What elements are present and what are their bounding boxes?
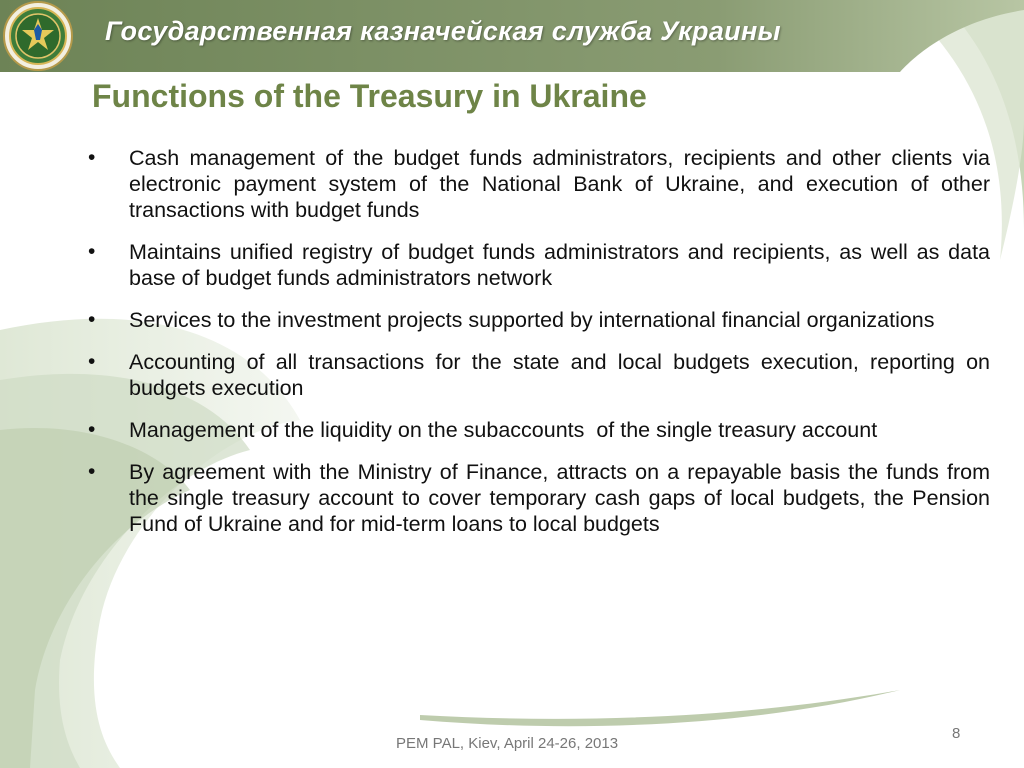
state-treasury-emblem-icon xyxy=(2,0,74,72)
bullet-item xyxy=(88,417,990,443)
page-number: 8 xyxy=(952,725,961,742)
bullet-text: By agreement with the Ministry of Finance, attracts on a repayable basis the funds from the single treasury account to cover temporary cash gaps of local budgets, the Pension Fund of Ukraine and for mid-term loans to local budgets xyxy=(129,460,990,536)
bullet-list xyxy=(88,145,990,553)
bullet-text: Maintains unified registry of budget funds administrators and recipients, as well as data base of budget funds administrators network xyxy=(129,240,990,290)
footer-text: PEM PAL, Kiev, April 24-26, 2013 xyxy=(396,735,619,752)
bullet-item xyxy=(88,145,990,223)
header-title: Государственная казначейская служба Украины xyxy=(105,16,781,46)
bullet-item xyxy=(88,349,990,401)
bullet-item xyxy=(88,459,990,537)
bullet-item xyxy=(88,307,990,333)
bullet-dot-icon: • xyxy=(88,146,96,169)
slide-title: Functions of the Treasury in Ukraine xyxy=(92,78,647,114)
bullet-dot-icon: • xyxy=(88,240,96,263)
bullet-text: Accounting of all transactions for the state and local budgets execution, reporting on budgets execution xyxy=(129,350,990,400)
bullet-dot-icon: • xyxy=(88,418,96,441)
bullet-dot-icon: • xyxy=(88,308,96,331)
bullet-item xyxy=(88,239,990,291)
bullet-dot-icon: • xyxy=(88,350,96,373)
bullet-text: Management of the liquidity on the subaccounts of the single treasury account xyxy=(129,418,878,442)
bullet-dot-icon: • xyxy=(88,460,96,483)
bullet-text: Cash management of the budget funds administrators, recipients and other clients via electronic payment system of the National Bank of Ukraine, and execution of other transactions with budget funds xyxy=(129,146,990,222)
bullet-text: Services to the investment projects supported by international financial organizations xyxy=(129,308,935,332)
